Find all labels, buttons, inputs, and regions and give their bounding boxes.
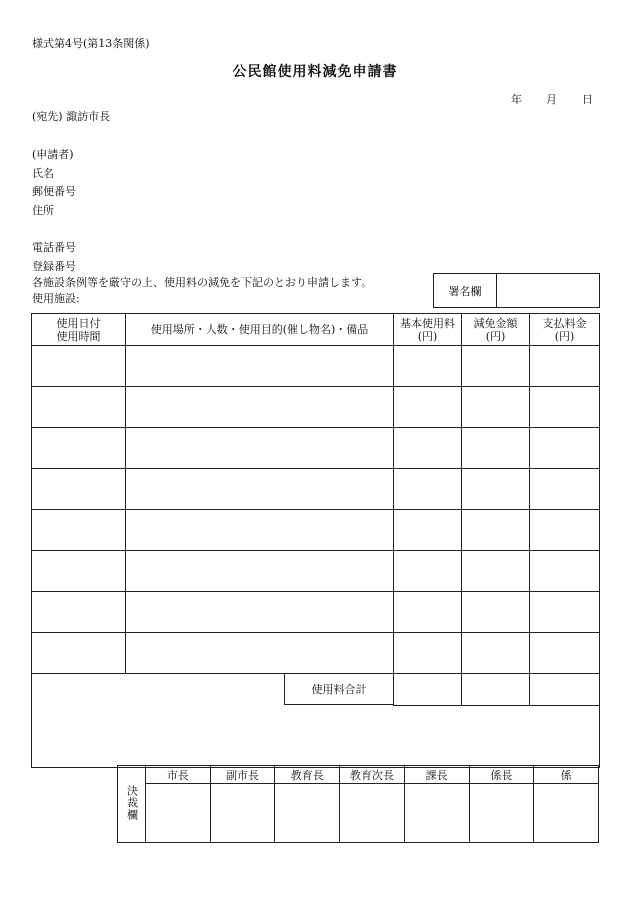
cell[interactable] [530, 510, 600, 551]
registration-label: 登録番号 [32, 260, 76, 273]
signature-box[interactable] [497, 274, 599, 307]
approval-header-row [118, 766, 599, 784]
stamp-box[interactable] [340, 784, 405, 843]
cell[interactable] [32, 551, 126, 592]
page-title: 公民館使用料減免申請書 [232, 64, 398, 80]
cell[interactable] [126, 469, 394, 510]
approval-stamp-row [118, 784, 599, 843]
cell[interactable] [530, 469, 600, 510]
cell[interactable] [394, 346, 462, 387]
total-label-wrap [32, 674, 394, 706]
total-label: 使用料合計 [284, 674, 393, 705]
approval-role: 副市長 [210, 766, 275, 784]
cell[interactable] [394, 510, 462, 551]
date-month: 月 [546, 93, 557, 106]
cell[interactable] [394, 592, 462, 633]
header-date: 使用日付 [56, 316, 101, 330]
header-time: 使用時間 [56, 329, 101, 343]
cell[interactable] [530, 592, 600, 633]
remarks-cell[interactable] [32, 706, 600, 768]
signature-label: 署名欄 [434, 274, 497, 307]
header-base-fee: 基本使用料 (円) [394, 314, 462, 346]
cell[interactable] [126, 346, 394, 387]
table-row [32, 592, 600, 633]
total-row [32, 674, 600, 706]
cell[interactable] [32, 346, 126, 387]
approval-role: 市長 [146, 766, 211, 784]
cell[interactable] [462, 592, 530, 633]
cell[interactable] [394, 633, 462, 674]
cell[interactable] [32, 469, 126, 510]
stamp-box[interactable] [534, 784, 599, 843]
cell[interactable] [126, 633, 394, 674]
cell[interactable] [32, 428, 126, 469]
total-payment[interactable] [530, 674, 600, 706]
signature-field[interactable] [433, 273, 600, 308]
cell[interactable] [126, 510, 394, 551]
approval-role: 課長 [404, 766, 469, 784]
cell[interactable] [530, 387, 600, 428]
cell[interactable] [462, 387, 530, 428]
header-details: 使用場所・人数・使用目的(催し物名)・備品 [126, 314, 394, 346]
form-id: 様式第4号(第13条関係) [32, 37, 150, 50]
date-day: 日 [582, 93, 593, 106]
stamp-box[interactable] [404, 784, 469, 843]
statement-text: 各施設条例等を厳守の上、使用料の減免を下記のとおり申請します。 [32, 276, 373, 289]
stamp-box[interactable] [210, 784, 275, 843]
postal-label: 郵便番号 [32, 185, 76, 198]
facility-label: 使用施設: [32, 292, 80, 305]
cell[interactable] [394, 551, 462, 592]
table-header-row [32, 314, 600, 346]
applicant-heading: (申請者) [32, 148, 74, 161]
table-row [32, 387, 600, 428]
cell[interactable] [530, 346, 600, 387]
total-base-fee[interactable] [394, 674, 462, 706]
header-reduction: 減免金額 (円) [462, 314, 530, 346]
cell[interactable] [530, 633, 600, 674]
cell[interactable] [32, 633, 126, 674]
table-row [32, 346, 600, 387]
date-year: 年 [511, 93, 522, 106]
cell[interactable] [462, 551, 530, 592]
usage-table [31, 313, 600, 768]
table-row [32, 633, 600, 674]
cell[interactable] [462, 633, 530, 674]
table-row [32, 551, 600, 592]
stamp-box[interactable] [469, 784, 534, 843]
cell[interactable] [126, 428, 394, 469]
approval-table [117, 765, 599, 843]
phone-label: 電話番号 [32, 241, 76, 254]
table-row [32, 428, 600, 469]
cell[interactable] [32, 510, 126, 551]
approval-label-cell [118, 766, 146, 843]
approval-role: 教育長 [275, 766, 340, 784]
cell[interactable] [32, 592, 126, 633]
cell[interactable] [394, 469, 462, 510]
cell[interactable] [126, 551, 394, 592]
cell[interactable] [126, 592, 394, 633]
addressee: (宛先) 諏訪市長 [32, 110, 111, 123]
approval-role: 教育次長 [340, 766, 405, 784]
cell[interactable] [394, 387, 462, 428]
total-reduction[interactable] [462, 674, 530, 706]
cell[interactable] [462, 346, 530, 387]
cell[interactable] [462, 510, 530, 551]
header-payment: 支払料金 (円) [530, 314, 600, 346]
stamp-box[interactable] [275, 784, 340, 843]
approval-role: 係 [534, 766, 599, 784]
cell[interactable] [32, 387, 126, 428]
cell[interactable] [462, 469, 530, 510]
stamp-box[interactable] [146, 784, 211, 843]
cell[interactable] [530, 551, 600, 592]
remarks-row [32, 706, 600, 768]
cell[interactable] [462, 428, 530, 469]
approval-label: 決裁欄 [125, 784, 139, 821]
table-row [32, 469, 600, 510]
header-date-time [32, 314, 126, 346]
approval-role: 係長 [469, 766, 534, 784]
cell[interactable] [126, 387, 394, 428]
cell[interactable] [394, 428, 462, 469]
name-label: 氏名 [32, 167, 54, 180]
table-row [32, 510, 600, 551]
address-label: 住所 [32, 204, 54, 217]
cell[interactable] [530, 428, 600, 469]
